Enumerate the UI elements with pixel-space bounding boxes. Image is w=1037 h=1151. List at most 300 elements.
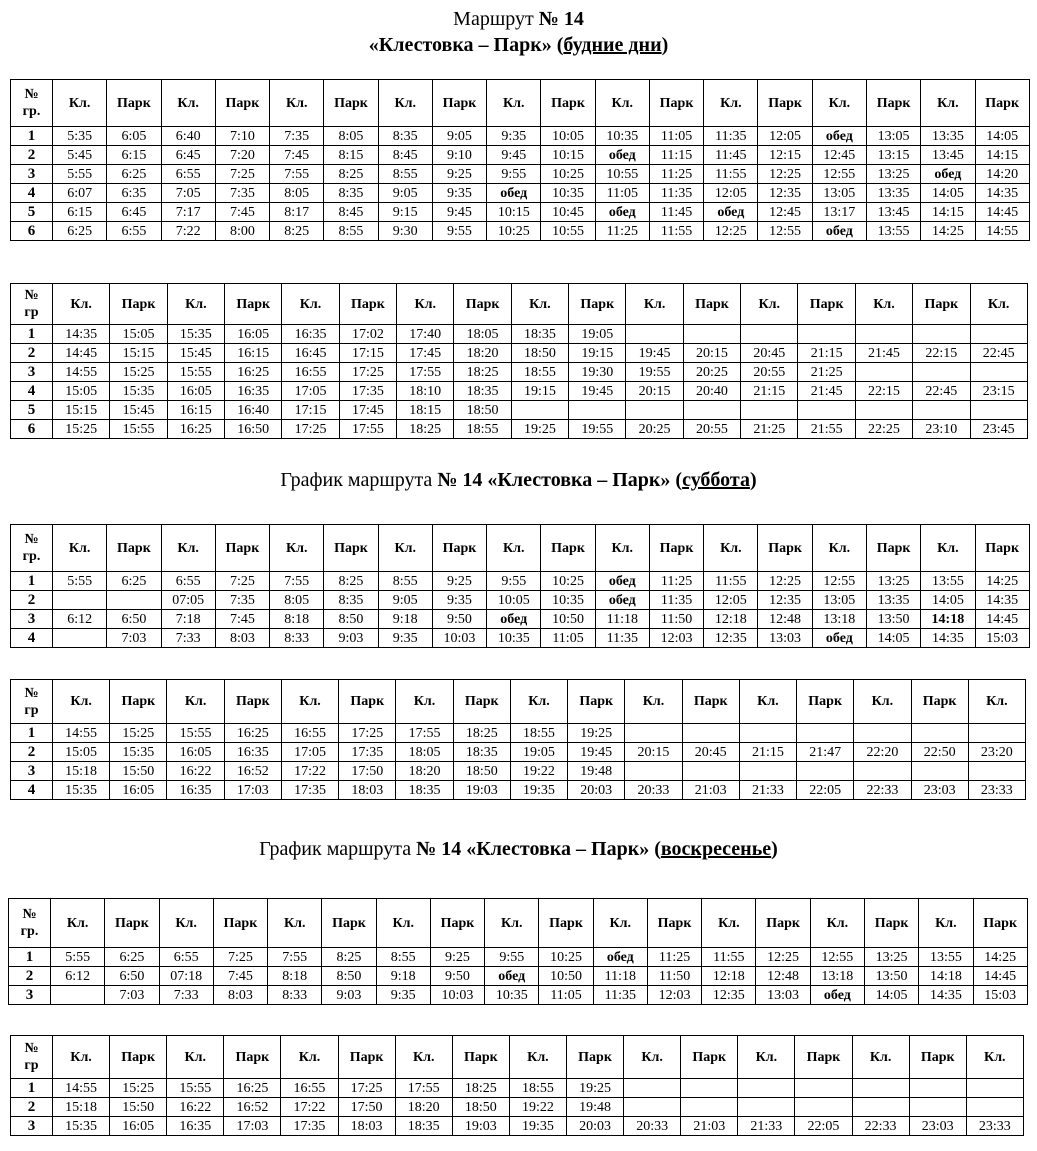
column-header-park: Парк bbox=[973, 899, 1027, 948]
column-header-park: Парк bbox=[339, 284, 396, 325]
group-number-header bbox=[11, 1036, 53, 1079]
time-cell: 12:48 bbox=[758, 610, 812, 629]
time-cell: 6:12 bbox=[53, 610, 107, 629]
day-type: будние дни bbox=[563, 34, 662, 56]
time-cell: 16:05 bbox=[167, 743, 224, 762]
group-number-cell: 5 bbox=[11, 401, 53, 420]
time-cell: 20:55 bbox=[683, 420, 740, 439]
time-cell: 16:55 bbox=[281, 724, 338, 743]
time-cell: 17:15 bbox=[339, 344, 396, 363]
time-cell: 8:25 bbox=[270, 222, 324, 241]
table-row bbox=[11, 1117, 1024, 1136]
time-cell: 20:33 bbox=[625, 781, 682, 800]
time-cell bbox=[970, 325, 1027, 344]
table-header-row bbox=[9, 899, 1028, 948]
column-header-klestovka: Кл. bbox=[161, 525, 215, 572]
time-cell: 12:03 bbox=[647, 986, 701, 1005]
time-cell: 13:25 bbox=[864, 948, 918, 967]
time-cell: 9:25 bbox=[430, 948, 484, 967]
time-cell: 13:05 bbox=[866, 127, 920, 146]
time-cell: 8:18 bbox=[268, 967, 322, 986]
time-cell: 17:55 bbox=[339, 420, 396, 439]
time-cell: 12:18 bbox=[704, 610, 758, 629]
time-cell: 6:15 bbox=[53, 203, 107, 222]
time-cell: 12:25 bbox=[758, 572, 812, 591]
time-cell: 07:05 bbox=[161, 591, 215, 610]
schedule-table-saturday-1 bbox=[10, 524, 1030, 648]
time-cell bbox=[739, 762, 796, 781]
time-cell: 19:05 bbox=[510, 743, 567, 762]
time-cell: 15:15 bbox=[53, 401, 110, 420]
time-cell bbox=[911, 724, 968, 743]
time-cell: 9:45 bbox=[432, 203, 486, 222]
time-cell: 9:55 bbox=[485, 948, 539, 967]
table-header-row bbox=[11, 284, 1028, 325]
time-cell: 15:25 bbox=[53, 420, 110, 439]
column-header-klestovka: Кл. bbox=[626, 284, 683, 325]
time-cell: 15:35 bbox=[110, 382, 167, 401]
time-cell: 8:55 bbox=[324, 222, 378, 241]
column-header-park: Парк bbox=[453, 680, 510, 724]
time-cell: 5:55 bbox=[53, 572, 107, 591]
table-header-row bbox=[11, 680, 1026, 724]
column-header-klestovka: Кл. bbox=[855, 284, 912, 325]
time-cell: 11:55 bbox=[649, 222, 703, 241]
column-header-klestovka: Кл. bbox=[167, 680, 224, 724]
title-text: График маршрута bbox=[280, 469, 438, 491]
sunday-title bbox=[0, 837, 1037, 861]
time-cell: 7:45 bbox=[270, 146, 324, 165]
column-header-klestovka: Кл. bbox=[810, 899, 864, 948]
column-header-park: Парк bbox=[866, 80, 920, 127]
time-cell: 9:05 bbox=[378, 591, 432, 610]
table-row bbox=[11, 382, 1028, 401]
time-cell: 8:25 bbox=[324, 572, 378, 591]
lunch-break-cell: обед bbox=[810, 986, 864, 1005]
time-cell: 20:45 bbox=[741, 344, 798, 363]
time-cell: 18:20 bbox=[396, 762, 453, 781]
time-cell: 18:05 bbox=[396, 743, 453, 762]
time-cell: 16:05 bbox=[225, 325, 282, 344]
time-cell: 20:15 bbox=[625, 743, 682, 762]
time-cell bbox=[913, 363, 970, 382]
time-cell: 15:18 bbox=[53, 1098, 110, 1117]
time-cell: 21:03 bbox=[681, 1117, 738, 1136]
time-cell bbox=[681, 1079, 738, 1098]
column-header-park: Парк bbox=[569, 284, 626, 325]
column-header-park: Парк bbox=[541, 80, 595, 127]
time-cell: 19:15 bbox=[511, 382, 568, 401]
time-cell: 10:55 bbox=[595, 165, 649, 184]
column-header-park: Парк bbox=[649, 80, 703, 127]
schedule-table-sunday-2 bbox=[10, 1035, 1024, 1136]
time-cell: 7:05 bbox=[161, 184, 215, 203]
time-cell: 22:20 bbox=[854, 743, 911, 762]
time-cell: 17:15 bbox=[282, 401, 339, 420]
time-cell: 17:35 bbox=[281, 781, 338, 800]
time-cell: 6:55 bbox=[161, 165, 215, 184]
time-cell: 16:55 bbox=[282, 363, 339, 382]
time-cell: 22:50 bbox=[911, 743, 968, 762]
time-cell: 7:45 bbox=[213, 967, 267, 986]
time-cell: 15:35 bbox=[53, 1117, 110, 1136]
column-header-klestovka: Кл. bbox=[741, 284, 798, 325]
column-header-klestovka: Кл. bbox=[921, 80, 975, 127]
column-header-park: Парк bbox=[324, 80, 378, 127]
time-cell: 13:17 bbox=[812, 203, 866, 222]
time-cell bbox=[970, 363, 1027, 382]
time-cell: 13:05 bbox=[812, 184, 866, 203]
time-cell: 8:03 bbox=[215, 629, 269, 648]
column-header-klestovka: Кл. bbox=[919, 899, 973, 948]
time-cell: 11:05 bbox=[541, 629, 595, 648]
time-cell: 16:40 bbox=[225, 401, 282, 420]
time-cell: 11:25 bbox=[649, 572, 703, 591]
time-cell: 6:25 bbox=[105, 948, 159, 967]
time-cell: 22:15 bbox=[913, 344, 970, 363]
column-header-klestovka: Кл. bbox=[704, 525, 758, 572]
title-paren: ) bbox=[771, 838, 778, 860]
column-header-klestovka: Кл. bbox=[268, 899, 322, 948]
time-cell: 11:55 bbox=[704, 165, 758, 184]
time-cell bbox=[107, 591, 161, 610]
time-cell: 14:35 bbox=[919, 986, 973, 1005]
time-cell: 12:45 bbox=[812, 146, 866, 165]
time-cell: 14:45 bbox=[53, 344, 110, 363]
route-name: № 14 «Клестовка – Парк» ( bbox=[416, 838, 661, 860]
column-header-park: Парк bbox=[682, 680, 739, 724]
table-row bbox=[11, 401, 1028, 420]
group-number-cell: 2 bbox=[11, 146, 53, 165]
column-header-park: Парк bbox=[339, 680, 396, 724]
time-cell: 14:25 bbox=[973, 948, 1027, 967]
time-cell: 10:55 bbox=[541, 222, 595, 241]
time-cell: 10:15 bbox=[541, 146, 595, 165]
time-cell: 16:35 bbox=[167, 781, 224, 800]
time-cell: 14:25 bbox=[921, 222, 975, 241]
time-cell: 22:15 bbox=[855, 382, 912, 401]
table-row bbox=[11, 325, 1028, 344]
schedule-table-saturday-2 bbox=[10, 679, 1026, 800]
time-cell: 10:03 bbox=[430, 986, 484, 1005]
time-cell: 6:05 bbox=[107, 127, 161, 146]
column-header-park: Парк bbox=[110, 680, 167, 724]
table-row bbox=[11, 146, 1030, 165]
time-cell: 10:35 bbox=[487, 629, 541, 648]
route-number: № 14 bbox=[538, 8, 584, 30]
title-text: График маршрута bbox=[259, 838, 417, 860]
time-cell: 17:55 bbox=[397, 363, 454, 382]
time-cell: 6:45 bbox=[161, 146, 215, 165]
time-cell: 8:03 bbox=[213, 986, 267, 1005]
time-cell: 11:55 bbox=[704, 572, 758, 591]
group-number-cell: 3 bbox=[11, 165, 53, 184]
column-header-klestovka: Кл. bbox=[159, 899, 213, 948]
time-cell: 11:05 bbox=[595, 184, 649, 203]
group-header-text: гр. bbox=[20, 924, 39, 939]
time-cell: 6:45 bbox=[107, 203, 161, 222]
weekday-title-line-2 bbox=[0, 33, 1037, 57]
time-cell: 9:35 bbox=[432, 184, 486, 203]
column-header-klestovka: Кл. bbox=[595, 80, 649, 127]
time-cell: 16:05 bbox=[110, 781, 167, 800]
time-cell: 11:45 bbox=[704, 146, 758, 165]
column-header-klestovka: Кл. bbox=[624, 1036, 681, 1079]
time-cell: 20:25 bbox=[626, 420, 683, 439]
time-cell: 9:05 bbox=[432, 127, 486, 146]
time-cell: 21:55 bbox=[798, 420, 855, 439]
time-cell: 6:25 bbox=[107, 572, 161, 591]
time-cell: 18:03 bbox=[339, 781, 396, 800]
time-cell bbox=[798, 325, 855, 344]
time-cell: 7:03 bbox=[105, 986, 159, 1005]
time-cell: 11:35 bbox=[704, 127, 758, 146]
time-cell: 16:52 bbox=[224, 1098, 281, 1117]
time-cell: 20:15 bbox=[626, 382, 683, 401]
time-cell bbox=[624, 1098, 681, 1117]
column-header-klestovka: Кл. bbox=[376, 899, 430, 948]
time-cell: 18:55 bbox=[454, 420, 511, 439]
time-cell: 7:25 bbox=[215, 572, 269, 591]
time-cell: 23:03 bbox=[909, 1117, 966, 1136]
time-cell: 12:05 bbox=[758, 127, 812, 146]
table-row bbox=[11, 363, 1028, 382]
time-cell bbox=[795, 1098, 852, 1117]
group-number-cell: 1 bbox=[9, 948, 51, 967]
time-cell: 11:25 bbox=[647, 948, 701, 967]
column-header-klestovka: Кл. bbox=[161, 80, 215, 127]
schedule-table-weekday-1 bbox=[10, 79, 1030, 241]
column-header-klestovka: Кл. bbox=[281, 1036, 338, 1079]
time-cell: 8:25 bbox=[324, 165, 378, 184]
time-cell: 15:25 bbox=[110, 363, 167, 382]
group-number-cell: 3 bbox=[11, 363, 53, 382]
time-cell bbox=[625, 762, 682, 781]
table-row bbox=[11, 420, 1028, 439]
time-cell: 12:15 bbox=[758, 146, 812, 165]
time-cell: 10:50 bbox=[541, 610, 595, 629]
time-cell: 16:50 bbox=[225, 420, 282, 439]
time-cell bbox=[626, 401, 683, 420]
group-number-cell: 2 bbox=[11, 344, 53, 363]
time-cell: 9:03 bbox=[324, 629, 378, 648]
time-cell: 9:10 bbox=[432, 146, 486, 165]
time-cell: 17:05 bbox=[282, 382, 339, 401]
time-cell: 19:22 bbox=[510, 762, 567, 781]
time-cell bbox=[681, 1098, 738, 1117]
time-cell: 7:55 bbox=[270, 572, 324, 591]
time-cell: 13:50 bbox=[864, 967, 918, 986]
time-cell: 18:20 bbox=[454, 344, 511, 363]
column-header-klestovka: Кл. bbox=[509, 1036, 566, 1079]
day-type: суббота bbox=[682, 469, 750, 491]
group-number-cell: 1 bbox=[11, 1079, 53, 1098]
table-row bbox=[9, 948, 1028, 967]
time-cell: 23:10 bbox=[913, 420, 970, 439]
time-cell: 21:15 bbox=[741, 382, 798, 401]
time-cell: 9:25 bbox=[432, 572, 486, 591]
column-header-klestovka: Кл. bbox=[51, 899, 105, 948]
time-cell: 13:18 bbox=[812, 610, 866, 629]
time-cell: 16:25 bbox=[224, 1079, 281, 1098]
column-header-klestovka: Кл. bbox=[854, 680, 911, 724]
time-cell: 17:35 bbox=[339, 743, 396, 762]
time-cell: 12:35 bbox=[758, 184, 812, 203]
time-cell: 23:15 bbox=[970, 382, 1027, 401]
time-cell: 7:22 bbox=[161, 222, 215, 241]
column-header-park: Парк bbox=[758, 525, 812, 572]
time-cell: 15:05 bbox=[53, 743, 110, 762]
time-cell: 12:45 bbox=[758, 203, 812, 222]
time-cell bbox=[53, 591, 107, 610]
column-header-klestovka: Кл. bbox=[702, 899, 756, 948]
time-cell: 12:05 bbox=[704, 184, 758, 203]
lunch-break-cell: обед bbox=[921, 165, 975, 184]
time-cell: 16:22 bbox=[167, 762, 224, 781]
lunch-break-cell: обед bbox=[487, 610, 541, 629]
time-cell: 19:48 bbox=[568, 762, 625, 781]
time-cell: 19:05 bbox=[569, 325, 626, 344]
time-cell: 9:35 bbox=[378, 629, 432, 648]
time-cell: 19:48 bbox=[566, 1098, 623, 1117]
time-cell: 15:03 bbox=[973, 986, 1027, 1005]
column-header-park: Парк bbox=[224, 1036, 281, 1079]
time-cell: 6:55 bbox=[159, 948, 213, 967]
time-cell: 17:25 bbox=[338, 1079, 395, 1098]
time-cell: 12:55 bbox=[812, 572, 866, 591]
time-cell: 18:25 bbox=[397, 420, 454, 439]
column-header-klestovka: Кл. bbox=[968, 680, 1025, 724]
time-cell: 16:05 bbox=[167, 382, 224, 401]
time-cell: 20:55 bbox=[741, 363, 798, 382]
time-cell: 13:18 bbox=[810, 967, 864, 986]
column-header-park: Парк bbox=[432, 80, 486, 127]
time-cell: 23:45 bbox=[970, 420, 1027, 439]
time-cell bbox=[966, 1079, 1023, 1098]
group-number-cell: 3 bbox=[11, 762, 53, 781]
time-cell: 19:55 bbox=[626, 363, 683, 382]
time-cell: 7:18 bbox=[161, 610, 215, 629]
time-cell: 13:55 bbox=[919, 948, 973, 967]
time-cell: 22:05 bbox=[795, 1117, 852, 1136]
time-cell: 12:55 bbox=[758, 222, 812, 241]
column-header-klestovka: Кл. bbox=[53, 525, 107, 572]
time-cell: 13:45 bbox=[921, 146, 975, 165]
time-cell: 13:45 bbox=[866, 203, 920, 222]
time-cell: 16:52 bbox=[224, 762, 281, 781]
time-cell: 19:35 bbox=[510, 781, 567, 800]
time-cell bbox=[738, 1079, 795, 1098]
time-cell: 21:03 bbox=[682, 781, 739, 800]
table-header-row bbox=[11, 525, 1030, 572]
time-cell: 18:25 bbox=[454, 363, 511, 382]
column-header-klestovka: Кл. bbox=[167, 1036, 224, 1079]
group-number-cell: 2 bbox=[11, 1098, 53, 1117]
group-header-text: гр bbox=[24, 305, 39, 320]
column-header-park: Парк bbox=[649, 525, 703, 572]
column-header-klestovka: Кл. bbox=[510, 680, 567, 724]
table-row bbox=[11, 629, 1030, 648]
time-cell: 18:55 bbox=[510, 724, 567, 743]
time-cell: 11:50 bbox=[647, 967, 701, 986]
time-cell: 22:33 bbox=[852, 1117, 909, 1136]
column-header-klestovka: Кл. bbox=[53, 680, 110, 724]
time-cell: 8:55 bbox=[376, 948, 430, 967]
group-number-cell: 2 bbox=[11, 743, 53, 762]
column-header-klestovka: Кл. bbox=[485, 899, 539, 948]
time-cell: 11:18 bbox=[595, 610, 649, 629]
time-cell: 15:15 bbox=[110, 344, 167, 363]
time-cell: 15:35 bbox=[110, 743, 167, 762]
time-cell bbox=[53, 629, 107, 648]
column-header-park: Парк bbox=[647, 899, 701, 948]
column-header-park: Парк bbox=[864, 899, 918, 948]
time-cell: 15:45 bbox=[110, 401, 167, 420]
time-cell: 8:33 bbox=[270, 629, 324, 648]
time-cell: 12:35 bbox=[758, 591, 812, 610]
table-row bbox=[11, 1079, 1024, 1098]
table-row bbox=[11, 572, 1030, 591]
time-cell: 13:50 bbox=[866, 610, 920, 629]
group-number-cell: 3 bbox=[11, 1117, 53, 1136]
time-cell: 7:10 bbox=[215, 127, 269, 146]
group-number-cell: 4 bbox=[11, 629, 53, 648]
time-cell: 10:35 bbox=[485, 986, 539, 1005]
time-cell: 14:55 bbox=[53, 363, 110, 382]
time-cell: 12:25 bbox=[704, 222, 758, 241]
group-header-text: № bbox=[24, 532, 39, 547]
time-cell: 9:25 bbox=[432, 165, 486, 184]
time-cell bbox=[909, 1079, 966, 1098]
time-cell: 16:55 bbox=[281, 1079, 338, 1098]
time-cell: 18:55 bbox=[509, 1079, 566, 1098]
time-cell: 11:05 bbox=[539, 986, 593, 1005]
time-cell: 22:05 bbox=[797, 781, 854, 800]
time-cell: 19:25 bbox=[511, 420, 568, 439]
time-cell: 13:55 bbox=[866, 222, 920, 241]
time-cell: 9:55 bbox=[432, 222, 486, 241]
time-cell: 11:50 bbox=[649, 610, 703, 629]
group-header-text: № bbox=[24, 1041, 39, 1056]
time-cell bbox=[968, 724, 1025, 743]
column-header-park: Парк bbox=[798, 284, 855, 325]
column-header-klestovka: Кл. bbox=[738, 1036, 795, 1079]
column-header-klestovka: Кл. bbox=[593, 899, 647, 948]
time-cell: 10:05 bbox=[541, 127, 595, 146]
time-cell: 6:12 bbox=[51, 967, 105, 986]
column-header-klestovka: Кл. bbox=[378, 80, 432, 127]
time-cell bbox=[798, 401, 855, 420]
column-header-klestovka: Кл. bbox=[270, 525, 324, 572]
time-cell: 15:55 bbox=[167, 363, 224, 382]
column-header-klestovka: Кл. bbox=[852, 1036, 909, 1079]
time-cell: 19:45 bbox=[626, 344, 683, 363]
time-cell: 6:25 bbox=[53, 222, 107, 241]
time-cell: 23:33 bbox=[966, 1117, 1023, 1136]
column-header-klestovka: Кл. bbox=[378, 525, 432, 572]
time-cell: 11:45 bbox=[649, 203, 703, 222]
group-number-header bbox=[11, 680, 53, 724]
time-cell bbox=[855, 325, 912, 344]
time-cell: 17:55 bbox=[396, 724, 453, 743]
time-cell: 16:25 bbox=[224, 724, 281, 743]
time-cell: 23:03 bbox=[911, 781, 968, 800]
column-header-park: Парк bbox=[322, 899, 376, 948]
time-cell: 22:45 bbox=[913, 382, 970, 401]
time-cell: 11:35 bbox=[593, 986, 647, 1005]
time-cell: 8:55 bbox=[378, 165, 432, 184]
time-cell: 8:05 bbox=[324, 127, 378, 146]
